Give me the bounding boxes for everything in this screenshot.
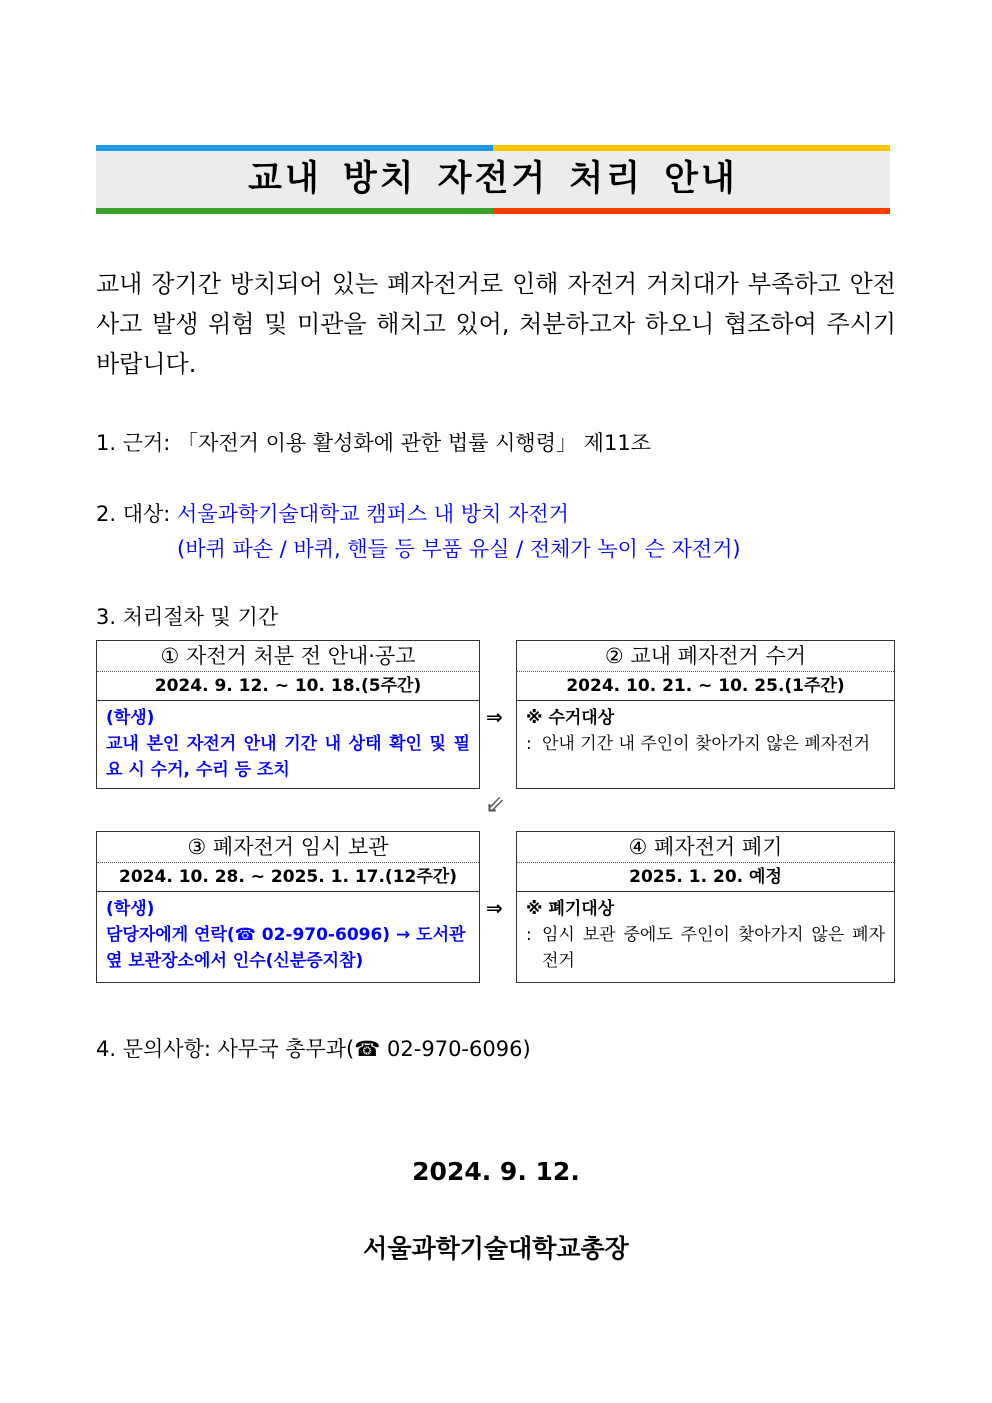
item-basis-label: 1. 근거: [96,431,171,455]
signature: 서울과학기술대학교총장 [363,1234,629,1263]
step-2-title: ② 교내 폐자전거 수거 [517,641,894,672]
step-2-colon: : [526,734,532,754]
step-2-line1: ※ 수거대상 [526,708,615,728]
step-4-title: ④ 폐자전거 폐기 [517,832,894,863]
step-3-title: ③ 폐자전거 임시 보관 [97,832,479,863]
issue-date: 2024. 9. 12. [412,1157,580,1186]
step-1-line2: 교내 본인 자전거 안내 기간 내 상태 확인 및 필요 시 수거, 수리 등 조치 [106,734,470,780]
step-4-line2: 임시 보관 중에도 주인이 찾아가지 않은 폐자전거 [542,925,885,971]
item-basis [96,427,651,457]
step-4-period: 2025. 1. 20. 예정 [517,863,894,892]
item-procedure-label: 3. 처리절차 및 기간 [96,605,279,629]
step-4-box [516,831,895,983]
item-target-text: 서울과학기술대학교 캠퍼스 내 방치 자전거 [177,502,569,526]
step-3-period: 2024. 10. 28. ~ 2025. 1. 17.(12주간) [97,863,479,892]
title-box [96,145,890,214]
step-4-colon: : [526,925,532,945]
intro-paragraph: 교내 장기간 방치되어 있는 폐자전거로 인해 자전거 거치대가 부족하고 안전사고 발생 위험 및 미관을 해치고 있어, 처분하고자 하오니 협조하여 주시기 바랍니다. [96,270,896,378]
item-basis-text: 「자전거 이용 활성화에 관한 법률 시행령」 제11조 [177,431,651,455]
step-4-line1: ※ 폐기대상 [526,899,615,919]
page-title: 교내 방치 자전거 처리 안내 [248,159,738,199]
title-bottom-bar [96,208,890,214]
step-3-line1: (학생) [106,899,155,919]
bottom-bar-left [96,208,493,214]
step-4-sub [526,922,885,974]
step-1-body [97,701,479,783]
step-3-body [97,892,479,974]
arrow-right-1: ⇒ [486,705,503,729]
item-target [96,498,569,528]
step-2-body [517,701,894,757]
step-3-line2: 담당자에게 연락(☎ 02-970-6096) → 도서관 옆 보관장소에서 인수(신분증지참) [106,925,466,971]
step-4-body [517,892,894,974]
step-2-box [516,640,895,789]
arrow-diagonal: ⇙ [485,790,506,818]
step-1-period: 2024. 9. 12. ~ 10. 18.(5주간) [97,672,479,701]
step-2-line2: 안내 기간 내 주인이 찾아가지 않은 폐자전거 [542,734,871,754]
bottom-bar-right [493,208,890,214]
item-contact-label: 4. 문의사항: [96,1037,211,1061]
item-target-label: 2. 대상: [96,502,171,526]
arrow-right-2: ⇒ [486,896,503,920]
step-3-box [96,831,480,983]
item-contact [96,1033,531,1063]
item-target-detail: (바퀴 파손 / 바퀴, 핸들 등 부품 유실 / 전체가 녹이 슨 자전거) [177,537,741,561]
step-1-box [96,640,480,789]
step-1-title: ① 자전거 처분 전 안내·공고 [97,641,479,672]
item-contact-text: 사무국 총무과(☎ 02-970-6096) [217,1037,531,1061]
step-1-line1: (학생) [106,708,155,728]
step-2-period: 2024. 10. 21. ~ 10. 25.(1주간) [517,672,894,701]
step-2-sub [526,731,885,757]
